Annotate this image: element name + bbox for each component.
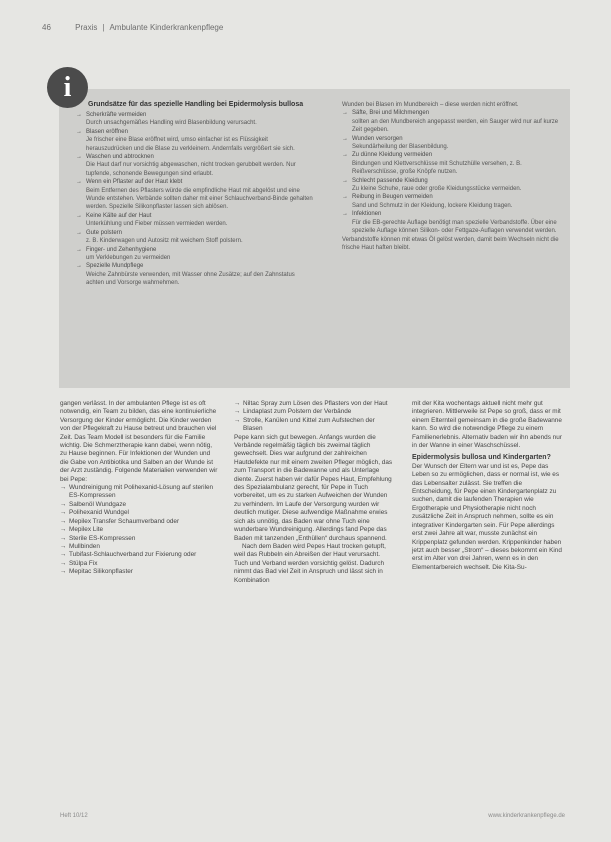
arrow-icon: → <box>60 542 67 550</box>
list-item-text: Mullbinden <box>69 542 100 550</box>
info-item-text: Unterkühlung und Fieber müssen vermieden werden. <box>86 221 228 228</box>
list-item-text: Mepitac Silikonpflaster <box>69 568 133 576</box>
info-box-right-column <box>342 101 568 252</box>
info-item <box>342 135 568 152</box>
info-item-heading: Wenn ein Pflaster auf der Haut klebt <box>86 179 183 186</box>
info-item <box>76 229 314 246</box>
info-item <box>76 178 314 212</box>
info-box-left-column <box>76 111 314 288</box>
arrow-icon: → <box>76 246 82 253</box>
info-item-heading: Säfte, Brei und Milchmengen <box>352 110 430 117</box>
info-item-text: Für die EB-gerechte Auflage benötigt man spezielle Verbandstoffe. Über eine spezielle Auflage können Silikon- oder Fettgaze-Auflagen verwendet werden. <box>352 219 557 235</box>
info-item <box>76 153 314 178</box>
arrow-icon: → <box>76 112 82 118</box>
body-paragraph: Nach dem Baden wird Pepes Haut trocken getupft, weil das Rubbeln ein Abreißen der Haut verursacht. Tuch und Verband werden vorsichtig gelöst. Dadurch nimmt das Bad viel Zeit in Anspruch und lässt sich in Kombination <box>234 542 386 584</box>
header-separator: | <box>102 23 105 32</box>
info-item-heading: Scherkräfte vermeiden <box>86 112 147 118</box>
info-item-text: Durch unsachgemäßes Handling wird Blasenbildung verursacht. <box>86 120 257 127</box>
list-item <box>60 484 218 501</box>
arrow-icon: → <box>342 177 348 184</box>
info-item-text: Sekundärheilung der Blasenbildung. <box>352 144 449 151</box>
info-item-heading: Spezielle Mundpflege <box>86 263 144 270</box>
list-item-text: Sterile ES-Kompressen <box>69 534 136 542</box>
arrow-icon: → <box>76 128 82 135</box>
body-paragraph: Pepe kann sich gut bewegen. Anfangs wurden die Verbände regelmäßig täglich bis zweimal täglich gewechselt. Dies war aufgrund der zahlreichen Hautdefekte nur mit einem zweiten Pfleger möglich, das zum Transport in die Badewanne und als Unterlage diente. Zuerst haben wir dafür Pepes Haut, Empfehlung des Spezialambulanz gerecht, für Pepe in Tuch vorbereitet, um es zu starken Aufweichen der Wunden zu verhindern. Im Laufe der Versorgung wurden wir deutlich mutiger. Diese aufwendige Maßnahme erwies sich als unnötig, das Baden war ohne Tuch eine wunderbare Wundreinigung. Allerdings fand Pepe das Baden mit tanzenden „Enthüllen“ durchaus spannend. <box>234 433 393 542</box>
list-item-text: Niltac Spray zum Lösen des Pflasters von der Haut <box>243 400 388 407</box>
info-item-heading: Blasen eröffnen <box>86 128 128 135</box>
arrow-icon: → <box>234 416 241 424</box>
arrow-icon: → <box>234 408 241 416</box>
info-item <box>76 262 314 287</box>
section-label: Praxis <box>75 23 98 32</box>
arrow-icon: → <box>342 152 348 159</box>
info-item-heading: Waschen und abtrocknen <box>86 154 154 161</box>
arrow-icon: → <box>234 400 241 407</box>
info-item-text: Weiche Zahnbürste verwenden, mit Wasser ohne Zusätze; auf den Zahnstatus achten und Vorsorge wahrnehmen. <box>86 271 295 287</box>
list-item-text: Wundreinigung mit Polihexanid-Lösung auf sterilen ES-Kompressen <box>69 484 214 500</box>
info-item-text: Beim Entfernen des Pflasters würde die empfindliche Haut mit abgelöst und eine Wunde entstehen. Verbände sollten daher mit einer Schlauchverband-Binde gehalten werden. Spezielle Silikonpflaster lassen sich ablösen. <box>86 187 313 211</box>
materials-list <box>60 484 218 576</box>
arrow-icon: → <box>60 559 67 567</box>
info-item-text: Zu kleine Schuhe, raue oder große Kleidungsstücke vermeiden. <box>352 186 522 193</box>
info-item <box>342 151 568 176</box>
page-number: 46 <box>42 23 51 32</box>
body-column-2 <box>234 400 393 585</box>
list-item <box>60 501 218 509</box>
list-item <box>60 551 218 559</box>
info-item-text: um Verklebungen zu vermeiden <box>86 254 171 261</box>
info-right-items <box>342 109 568 235</box>
arrow-icon: → <box>76 229 82 236</box>
body-paragraph: Der Wunsch der Eltern war und ist es, Pepe das Leben so zu ermöglichen, dass er normal ist, wie es das Lebensalter zulässt. Sie treffen die Entscheidung, für Pepe einen Kindergartenplatz zu suchen, damit die laufenden Therapien wie Ergotherapie und Physiotherapie nicht noch zusätzliche Zeit in Anspruch nehmen, sollte es ein integrativer Kindergarten sein. Für Pepe allerdings erst zwei Jahre alt war, musste zunächst ein Krippenplatz gefunden werden. Krippenkinder haben jetzt auch besser „Strom“ – dieses bekommt ein Kind erst im Alter von drei Jahren, wenn es in den Elementarbereich wechselt. Die Kita-Su- <box>412 462 562 571</box>
list-item-text: Mepilex Transfer Schaumverband oder <box>69 517 180 525</box>
info-item <box>76 128 314 153</box>
list-item <box>234 408 393 416</box>
arrow-icon: → <box>60 526 67 534</box>
list-item <box>60 543 218 551</box>
info-item <box>342 210 568 235</box>
list-item-text: Lindaplast zum Polstern der Verbände <box>243 408 352 416</box>
info-item-text: z. B. Kinderwagen und Autositz mit weichem Stoff polstern. <box>86 238 243 245</box>
info-item-heading: Schlecht passende Kleidung <box>352 177 428 184</box>
arrow-icon: → <box>342 110 348 117</box>
list-item <box>234 400 393 408</box>
materials-list-continued <box>234 400 393 434</box>
info-item-heading: Gute polstern <box>86 229 123 236</box>
footer-issue: Heft 10/12 <box>60 813 88 819</box>
body-column-1 <box>60 400 218 577</box>
info-item <box>342 193 568 210</box>
list-item <box>60 518 218 526</box>
arrow-icon: → <box>60 484 67 492</box>
info-item <box>342 177 568 194</box>
list-item-text: Mepilex Lite <box>69 526 104 534</box>
list-item-text: Tubifast-Schlauchverband zur Fixierung oder <box>69 551 197 559</box>
list-item-text: Strolle, Kanülen und Kittel zum Aufstechen der Blasen <box>243 416 375 433</box>
list-item-text: Stülpa Fix <box>69 559 98 567</box>
info-item <box>76 246 314 263</box>
arrow-icon: → <box>76 179 82 186</box>
info-right-outro: Verbandstoffe können mit etwas Öl gelöst werden, damit beim Wechseln nicht die frische Haut haften bleibt. <box>342 236 559 251</box>
info-item <box>76 212 314 229</box>
arrow-icon: → <box>60 534 67 542</box>
topic-label: Ambulante Kinderkrankenpflege <box>109 23 224 32</box>
page-header <box>42 23 223 32</box>
info-item <box>342 109 568 134</box>
arrow-icon: → <box>60 551 67 559</box>
arrow-icon: → <box>60 509 67 517</box>
info-item-heading: Finger- und Zehenhygiene <box>86 246 157 253</box>
arrow-icon: → <box>342 211 348 218</box>
info-item-text: Je frischer eine Blase eröffnet wird, umso einfacher ist es Flüssigkeit herauszudrücken und die Blase zu verkleinern. Andernfalls vergrößert sie sich. <box>86 137 295 152</box>
arrow-icon: → <box>76 263 82 270</box>
info-item-heading: Infektionen <box>352 211 382 218</box>
section-heading: Epidermolysis bullosa und Kindergarten? <box>412 454 551 462</box>
info-item-heading: Keine Kälte auf der Haut <box>86 212 152 219</box>
list-item <box>60 526 218 534</box>
info-box-title: Grundsätze für das spezielle Handling bei Epidermolysis bullosa <box>88 101 304 108</box>
list-item-text: Polihexanid Wundgel <box>69 509 129 517</box>
body-column-3 <box>412 400 563 572</box>
info-item-text: Die Haut darf nur vorsichtig abgewaschen, nicht trocken gerubbelt werden. Nur tupfende, schonende Bewegungen sind erlaubt. <box>86 162 296 177</box>
info-item-heading: Zu dünne Kleidung vermeiden <box>352 152 433 159</box>
info-item-text: sollten an den Mundbereich angepasst werden, ein Sauger wird nur auf kurze Zeit gegeben. <box>352 118 559 134</box>
info-item-text: Sand und Schmutz in der Kleidung, lockere Kleidung tragen. <box>352 202 513 209</box>
arrow-icon: → <box>76 154 82 161</box>
arrow-icon: → <box>60 500 67 508</box>
arrow-icon: → <box>60 517 67 525</box>
body-paragraph: gangen verlässt. In der ambulanten Pflege ist es oft notwendig, ein Team zu bilden, das eine kontinuierliche Versorgung der Kinder ermöglicht. Die Kinder werden von der Pflegekraft zu Hause betreut und brauchen viel Zeit. Das Team Modell ist besonders für die Familie wichtig. Die Schmerztherapie kann dabei, wenn nötig, zu Hause beginnen. Für Infektionen der Wunden und die Gabe von Antibiotika und Salben an der Wunde ist der Arzt zuständig. Folgende Materialien verwenden wir bei Pepe: <box>60 400 218 483</box>
list-item-text: Salbenöl Wundgaze <box>69 500 127 508</box>
list-item <box>60 560 218 568</box>
footer-website-link[interactable]: www.kinderkrankenpflege.de <box>488 813 565 819</box>
info-item-text: Bindungen und Klettverschlüsse mit Schutzhülle versehen, z. B. Reißverschlüsse, große Knöpfe nutzen. <box>352 160 522 176</box>
list-item <box>60 568 218 576</box>
info-item-heading: Wunden versorgen <box>352 135 403 142</box>
arrow-icon: → <box>342 135 348 142</box>
arrow-icon: → <box>342 194 348 201</box>
info-badge-icon: i <box>47 67 88 108</box>
info-item-heading: Reibung in Beugen vermeiden <box>352 194 433 201</box>
info-item <box>76 111 314 128</box>
list-item <box>234 417 393 434</box>
list-item <box>60 535 218 543</box>
list-item <box>60 509 218 517</box>
arrow-icon: → <box>76 212 82 219</box>
info-right-intro: Wunden bei Blasen im Mundbereich – diese werden nicht eröffnet. <box>342 102 519 108</box>
arrow-icon: → <box>60 568 67 576</box>
body-paragraph: mit der Kita wochentags aktuell nicht mehr gut integrieren. Mittlerweile ist Pepe so groß, dass er mit einem Elternteil gemeinsam in die große Badewanne kann. So wird die notwendige Pflege zu einem Familienerlebnis. Alternativ baden wir ihn abends nur in der Wanne in einer Waschschüssel. <box>412 400 562 450</box>
